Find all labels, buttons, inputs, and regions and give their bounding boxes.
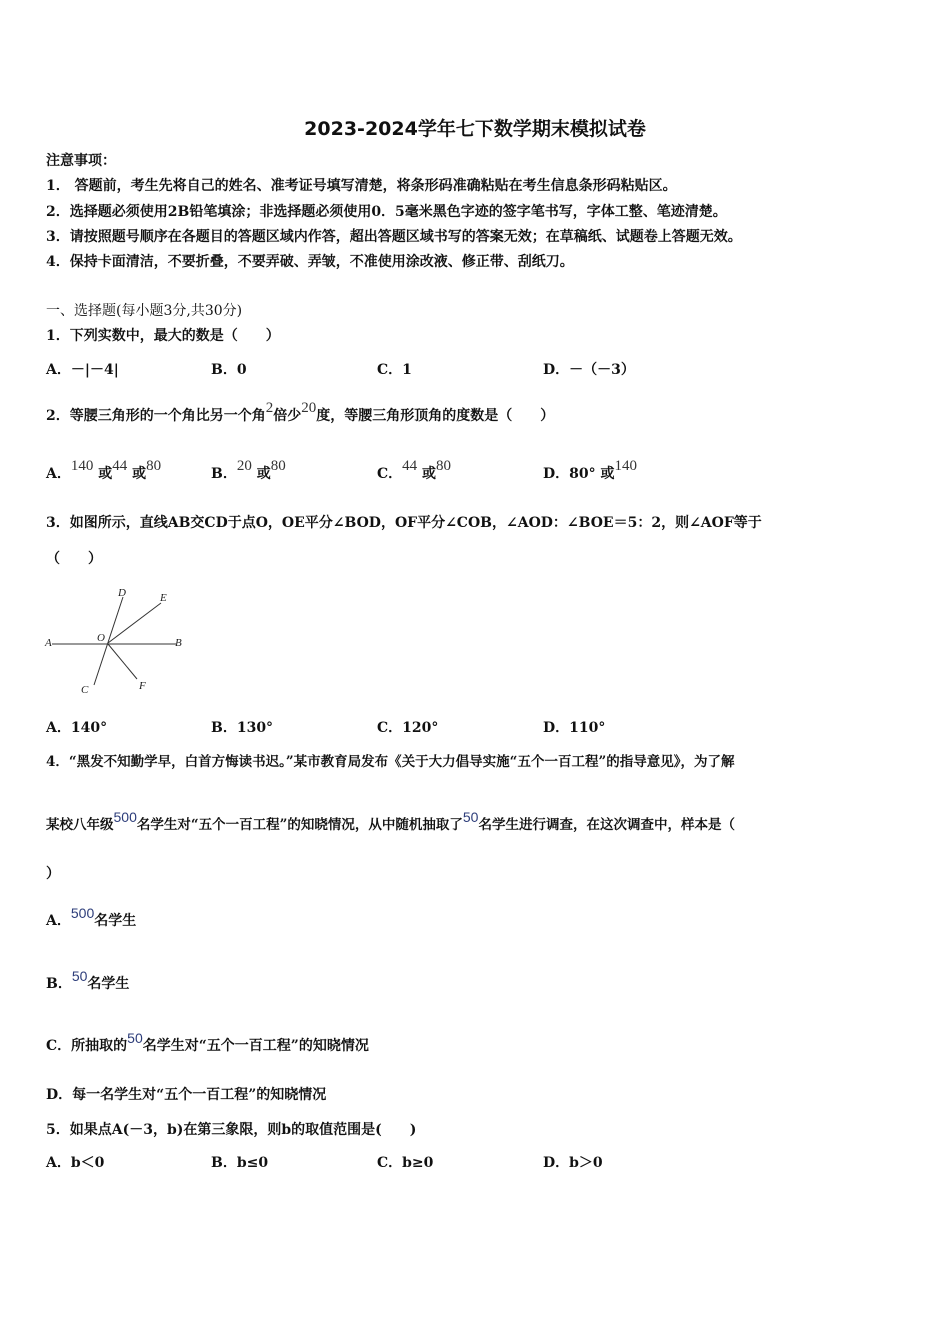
label-A: A <box>45 637 52 649</box>
q4-option-a <box>46 905 137 930</box>
label-C: C <box>81 684 89 696</box>
label-O: O <box>97 632 105 644</box>
q2-stem-part1: 2．等腰三角形的一个角比另一个角 <box>46 408 266 424</box>
q3-option-a: A．140° <box>46 720 108 736</box>
notice-item-1: 1． 答题前，考生先将自己的姓名、准考证号填写清楚，将条形码准确粘贴在考生信息条形码粘贴区。 <box>46 178 677 194</box>
q1-stem: 1．下列实数中，最大的数是（ ） <box>46 328 280 344</box>
page-title: 2023-2024学年七下数学期末模拟试卷 <box>304 118 646 140</box>
q2-a-value1: 140 <box>70 458 94 474</box>
q4-line2-num500: 500 <box>113 809 137 825</box>
q2-c-value1: 44 <box>402 458 418 474</box>
notice-item-4: 4．保持卡面清洁，不要折叠，不要弄破、弄皱，不准使用涂改液、修正带、刮纸刀。 <box>46 254 574 270</box>
q4-a-num: 500 <box>70 905 95 921</box>
q2-option-d <box>543 458 637 483</box>
q2-a-label: A． <box>46 466 71 482</box>
q3-stem: 3．如图所示，直线AB交CD于点O，OE平分∠BOD，OF平分∠COB，∠AOD：∠BOE＝5：2，则∠AOF等于 <box>46 515 762 531</box>
q4-stem-line3: ） <box>46 866 60 882</box>
q2-option-c <box>377 458 452 483</box>
q1-option-b: B．0 <box>211 362 247 378</box>
q1-option-a: A．－|－4| <box>46 362 119 378</box>
q4-b-text: 名学生 <box>87 976 130 992</box>
label-D: D <box>118 587 126 599</box>
q4-a-label: A． <box>46 913 71 929</box>
q2-b-or: 或 <box>256 466 271 482</box>
q2-c-value2: 80 <box>436 458 452 474</box>
q4-option-b <box>46 968 130 993</box>
q2-option-a <box>46 458 162 483</box>
q4-b-label: B． <box>46 976 72 992</box>
label-E: E <box>160 592 167 604</box>
q2-stem <box>46 400 555 425</box>
notice-item-2: 2．选择题必须使用2B铅笔填涂；非选择题必须使用0．5毫米黑色字迹的签字笔书写，字体工整、笔迹清楚。 <box>46 204 727 220</box>
section-heading: 一、选择题(每小题3分,共30分) <box>46 303 243 319</box>
q3-paren: （ ） <box>46 551 102 567</box>
q4-line2-part2: 名学生对“五个一百工程”的知晓情况，从中随机抽取了 <box>136 817 463 833</box>
q5-option-b: B．b≤0 <box>211 1155 269 1171</box>
q4-line2-num50: 50 <box>462 809 479 825</box>
q2-d-or: 或 <box>600 466 615 482</box>
q2-c-or: 或 <box>422 466 437 482</box>
ray-OE <box>108 603 161 643</box>
label-B: B <box>175 637 182 649</box>
q4-c-text: 名学生对“五个一百工程”的知晓情况 <box>142 1038 369 1054</box>
q2-b-label: B． <box>211 466 237 482</box>
q2-b-value1: 20 <box>236 458 252 474</box>
q5-option-c: C．b≥0 <box>377 1155 434 1171</box>
q4-line2-part3: 名学生进行调查，在这次调查中，样本是（ <box>478 817 735 833</box>
ray-OF <box>108 644 137 679</box>
q3-option-c: C．120° <box>377 720 439 736</box>
q2-c-label: C． <box>377 466 403 482</box>
q2-d-label: D．80° <box>543 466 596 482</box>
q4-b-num: 50 <box>71 968 88 984</box>
q2-a-value3: 80 <box>146 458 162 474</box>
q5-stem: 5．如果点A(－3，b)在第三象限，则b的取值范围是( ) <box>46 1122 417 1138</box>
q4-c-num: 50 <box>127 1030 143 1046</box>
q3-option-b: B．130° <box>211 720 274 736</box>
q2-a-or2: 或 <box>132 466 147 482</box>
q1-option-c: C．1 <box>377 362 412 378</box>
q4-option-c <box>46 1030 369 1055</box>
q4-a-text: 名学生 <box>94 913 137 929</box>
q2-option-b <box>211 458 286 483</box>
q2-d-value1: 140 <box>614 458 637 474</box>
q2-a-or1: 或 <box>98 466 113 482</box>
q2-stem-num1: 2 <box>265 400 274 416</box>
q4-option-d: D．每一名学生对“五个一百工程”的知晓情况 <box>46 1087 327 1103</box>
q2-stem-num2: 20 <box>301 400 317 416</box>
q2-stem-part2: 倍少 <box>273 408 302 424</box>
q4-line2-part1: 某校八年级 <box>46 817 114 833</box>
q2-a-value2: 44 <box>112 458 128 474</box>
q2-b-value2: 80 <box>270 458 286 474</box>
q3-option-d: D．110° <box>543 720 606 736</box>
label-F: F <box>139 680 146 692</box>
q5-option-d: D．b＞0 <box>543 1155 603 1171</box>
q5-option-a: A．b＜0 <box>46 1155 105 1171</box>
notice-heading: 注意事项： <box>46 153 116 169</box>
q4-stem-line1: 4．“黑发不知勤学早，白首方悔读书迟。”某市教育局发布《关于大力倡导实施“五个一百工程”的指导意见》，为了解 <box>46 754 735 770</box>
q1-option-d: D．－（－3） <box>543 362 635 378</box>
q3-geometry-figure <box>44 585 189 700</box>
notice-item-3: 3．请按照题号顺序在各题目的答题区域内作答，超出答题区域书写的答案无效；在草稿纸、试题卷上答题无效。 <box>46 229 742 245</box>
q4-c-label: C．所抽取的 <box>46 1038 128 1054</box>
q4-stem-line2 <box>46 809 735 834</box>
q2-stem-part3: 度，等腰三角形顶角的度数是（ ） <box>316 408 555 424</box>
